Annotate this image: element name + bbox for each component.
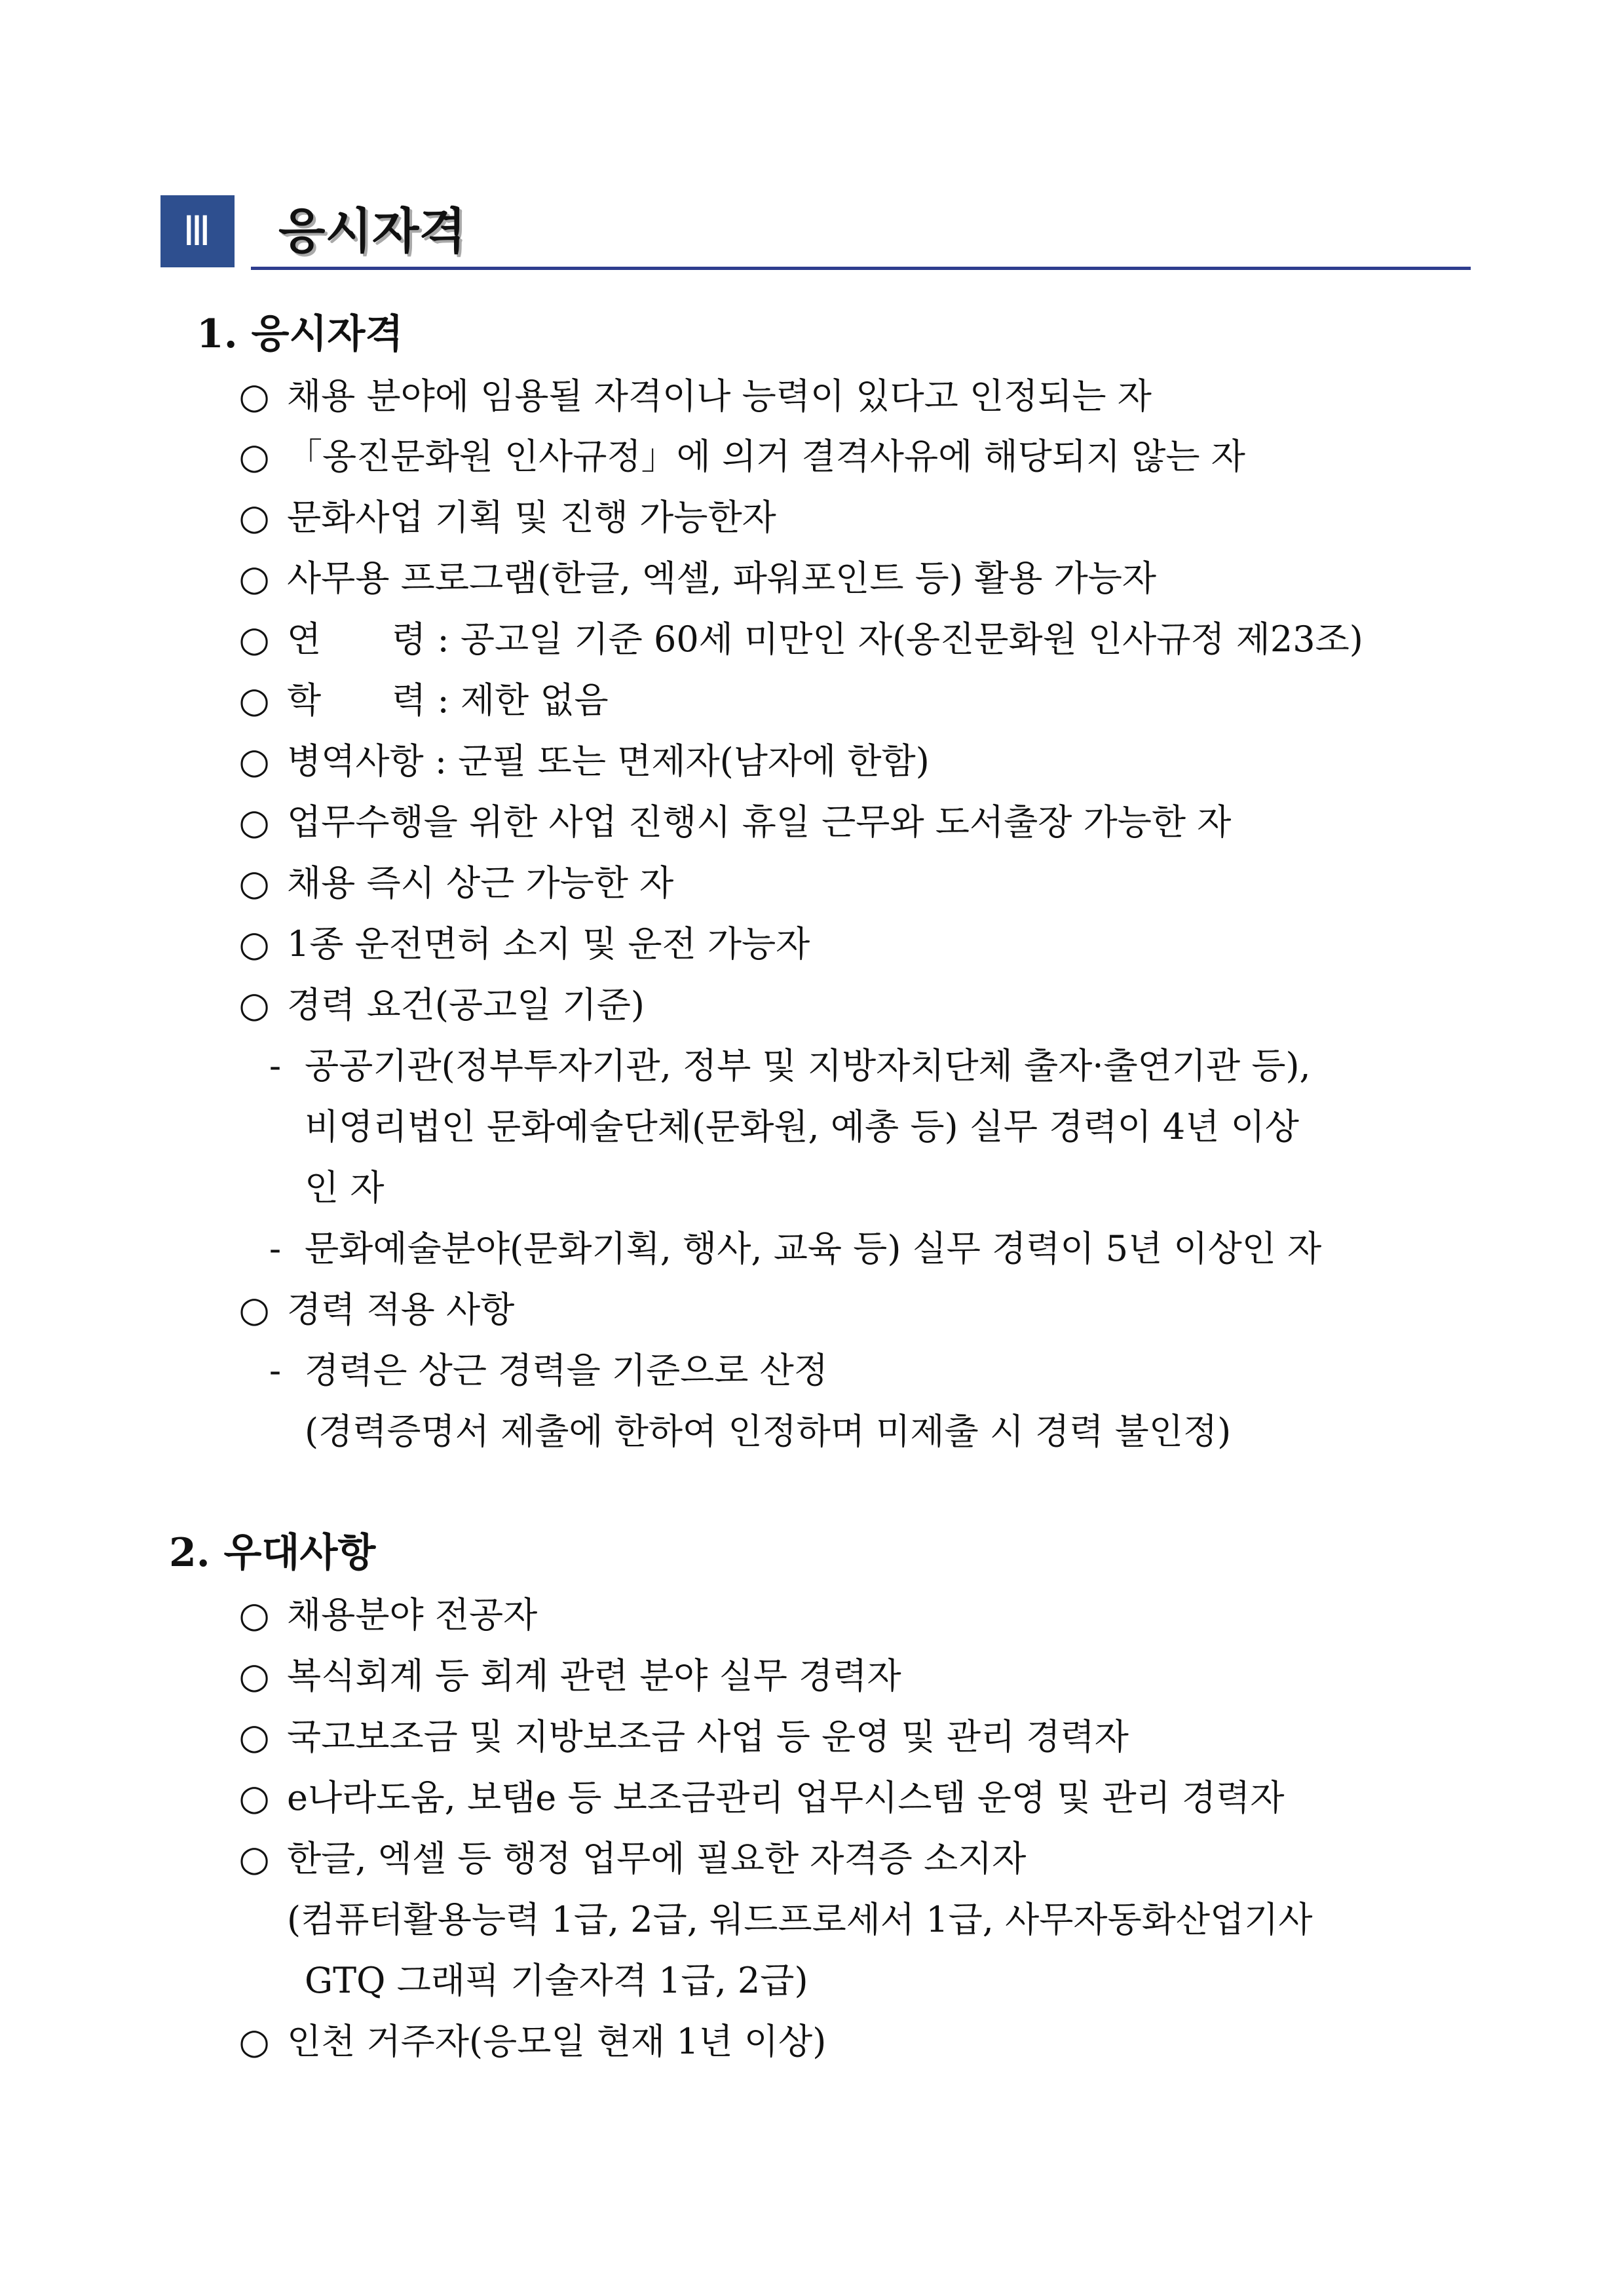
list-item-text: 학 력 : 제한 없음	[287, 679, 609, 721]
bullet-icon: ○	[238, 1289, 270, 1330]
bullet-icon: ○	[238, 679, 270, 721]
section-title: 응시자격	[278, 203, 466, 259]
bullet-icon: ○	[238, 619, 270, 660]
bullet-icon: ○	[238, 1655, 270, 1696]
list-item-text: 사무용 프로그램(한글, 엑셀, 파워포인트 등) 활용 가능자	[287, 558, 1157, 599]
dash-icon: -	[269, 1045, 282, 1086]
detail-text: GTQ 그래픽 기술자격 1급, 2급)	[305, 1960, 808, 2001]
bullet-icon: ○	[238, 1838, 270, 1879]
bullet-icon: ○	[238, 375, 270, 417]
subsection-heading-preferences: 2. 우대사항	[169, 1530, 376, 1576]
sub-list-item-text: 문화예술분야(문화기획, 행사, 교육 등) 실무 경력이 5년 이상인 자	[305, 1228, 1322, 1269]
bullet-icon: ○	[238, 740, 270, 782]
list-item-text: 연 령 : 공고일 기준 60세 미만인 자(옹진문화원 인사규정 제23조)	[287, 619, 1363, 660]
dash-icon: -	[269, 1228, 282, 1269]
bullet-icon: ○	[238, 801, 270, 843]
sub-list-item-text: 공공기관(정부투자기관, 정부 및 지방자치단체 출자·출연기관 등),	[305, 1045, 1311, 1086]
bullet-icon: ○	[238, 1594, 270, 1636]
sub-list-item-text: 비영리법인 문화예술단체(문화원, 예총 등) 실무 경력이 4년 이상	[305, 1106, 1299, 1147]
dash-icon: -	[269, 1350, 282, 1391]
list-item-text: 「옹진문화원 인사규정」에 의거 결격사유에 해당되지 않는 자	[287, 436, 1245, 477]
bullet-icon: ○	[238, 1777, 270, 1818]
list-item-text: 복식회계 등 회계 관련 분야 실무 경력자	[287, 1655, 901, 1696]
list-item-text: e나라도움, 보탬e 등 보조금관리 업무시스템 운영 및 관리 경력자	[287, 1777, 1285, 1818]
bullet-icon: ○	[238, 862, 270, 904]
list-item-text: 경력 적용 사항	[287, 1289, 515, 1330]
list-item-text: 채용분야 전공자	[287, 1594, 538, 1636]
list-item-text: 1종 운전면허 소지 및 운전 가능자	[287, 923, 810, 965]
list-item-text: 인천 거주자(응모일 현재 1년 이상)	[287, 2021, 827, 2062]
bullet-icon: ○	[238, 2021, 270, 2062]
section-number-box: Ⅲ	[161, 195, 235, 267]
list-item-text: 채용 분야에 임용될 자격이나 능력이 있다고 인정되는 자	[287, 375, 1152, 417]
bullet-icon: ○	[238, 436, 270, 477]
sub-list-item-text: 경력은 상근 경력을 기준으로 산정	[305, 1350, 828, 1391]
list-item-text: 병역사항 : 군필 또는 면제자(남자에 한함)	[287, 740, 930, 782]
bullet-icon: ○	[238, 1716, 270, 1757]
sub-list-item-text: 인 자	[305, 1167, 385, 1208]
list-item-text: 국고보조금 및 지방보조금 사업 등 운영 및 관리 경력자	[287, 1716, 1129, 1757]
bullet-icon: ○	[238, 923, 270, 965]
list-item-text: 업무수행을 위한 사업 진행시 휴일 근무와 도서출장 가능한 자	[287, 801, 1232, 843]
list-item-text: 문화사업 기획 및 진행 가능한자	[287, 497, 776, 538]
list-item-text: 채용 즉시 상근 가능한 자	[287, 862, 674, 904]
bullet-icon: ○	[238, 558, 270, 599]
list-item-text: 한글, 엑셀 등 행정 업무에 필요한 자격증 소지자	[287, 1838, 1027, 1879]
list-item-text: 경력 요건(공고일 기준)	[287, 984, 645, 1025]
title-underline	[251, 267, 1471, 270]
subsection-heading-qualifications: 1. 응시자격	[197, 311, 404, 357]
bullet-icon: ○	[238, 497, 270, 538]
bullet-icon: ○	[238, 984, 270, 1025]
sub-list-item-text: (경력증명서 제출에 한하여 인정하며 미제출 시 경력 불인정)	[305, 1411, 1232, 1452]
detail-text: (컴퓨터활용능력 1급, 2급, 워드프로세서 1급, 사무자동화산업기사	[287, 1899, 1313, 1940]
